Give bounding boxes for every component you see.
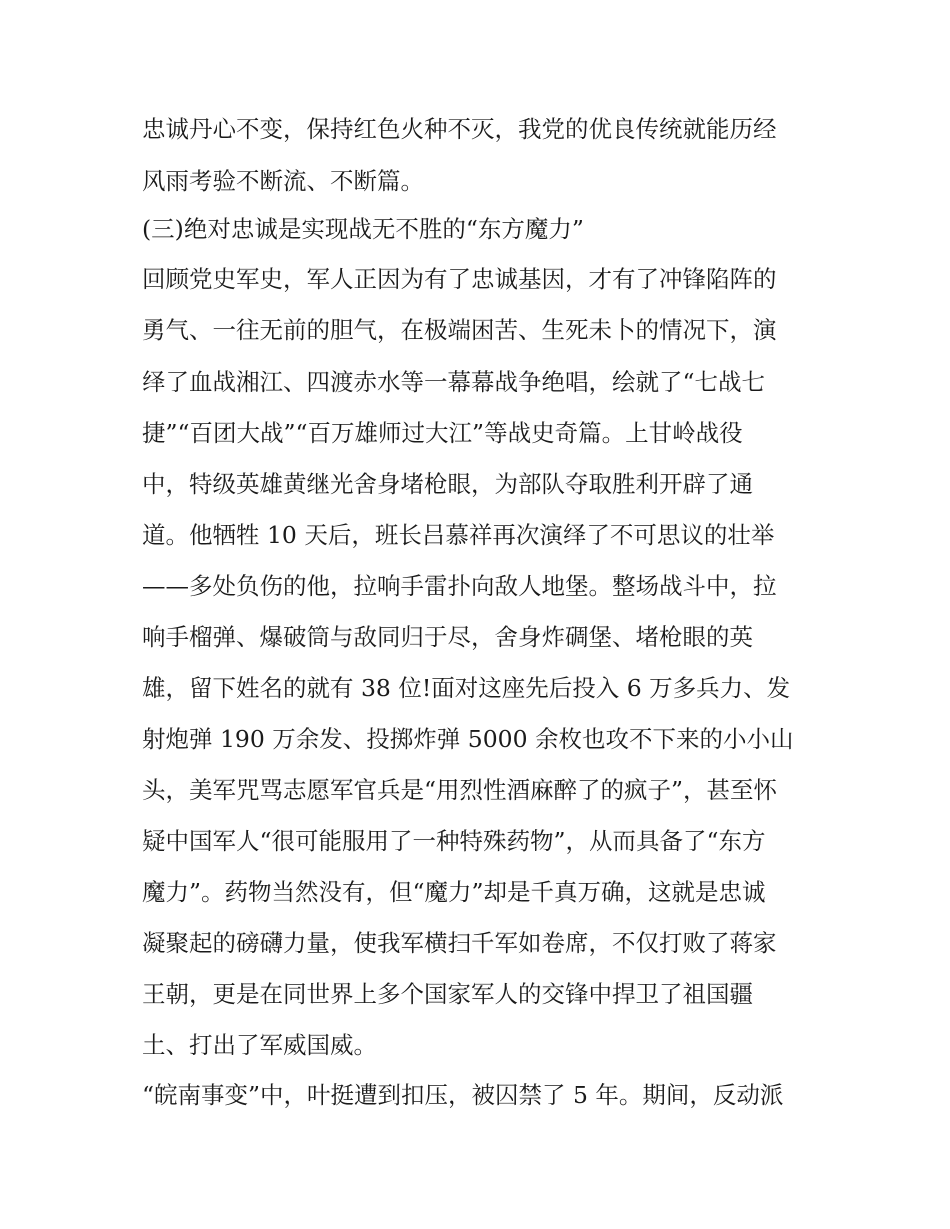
text-line: “皖南事变”中，叶挺遭到扣压，被囚禁了 5 年。期间，反动派 (142, 1081, 784, 1109)
text-line: 王朝，更是在同世界上多个国家军人的交锋中捍卫了祖国疆 (142, 980, 753, 1008)
text-line: 捷”“百团大战”“百万雄师过大江”等战史奇篇。上甘岭战役 (142, 419, 743, 447)
text-line: 射炮弹 190 万余发、投掷炸弹 5000 余枚也攻不下来的小小山 (142, 725, 794, 753)
text-line: 疑中国军人“很可能服用了一种特殊药物”，从而具备了“东方 (142, 827, 766, 855)
text-line: 回顾党史军史，军人正因为有了忠诚基因，才有了冲锋陷阵的 (142, 265, 777, 293)
text-line: 中，特级英雄黄继光舍身堵枪眼，为部队夺取胜利开辟了通 (142, 470, 753, 498)
text-line: 雄，留下姓名的就有 38 位!面对这座先后投入 6 万多兵力、发 (142, 674, 791, 702)
text-line: 风雨考验不断流、不断篇。 (142, 167, 424, 195)
text-line: 魔力”。药物当然没有，但“魔力”却是千真万确，这就是忠诚 (142, 878, 766, 906)
text-line: 道。他牺牲 10 天后，班长吕慕祥再次演绎了不可思议的壮举 (142, 521, 775, 549)
section-heading: (三)绝对忠诚是实现战无不胜的“东方魔力” (142, 215, 584, 243)
text-line: 土、打出了军威国威。 (142, 1031, 377, 1059)
text-line: 凝聚起的磅礴力量，使我军横扫千军如卷席，不仅打败了蒋家 (142, 929, 777, 957)
text-line: 绎了血战湘江、四渡赤水等一幕幕战争绝唱，绘就了“七战七 (142, 368, 766, 396)
text-line: 响手榴弹、爆破筒与敌同归于尽，舍身炸碉堡、堵枪眼的英 (142, 623, 753, 651)
text-line: ——多处负伤的他，拉响手雷扑向敌人地堡。整场战斗中，拉 (142, 572, 777, 600)
text-line: 头，美军咒骂志愿军官兵是“用烈性酒麻醉了的疯子”，甚至怀 (142, 776, 778, 804)
text-line: 勇气、一往无前的胆气，在极端困苦、生死未卜的情况下，演 (142, 316, 777, 344)
text-line: 忠诚丹心不变，保持红色火种不灭，我党的优良传统就能历经 (142, 115, 777, 143)
